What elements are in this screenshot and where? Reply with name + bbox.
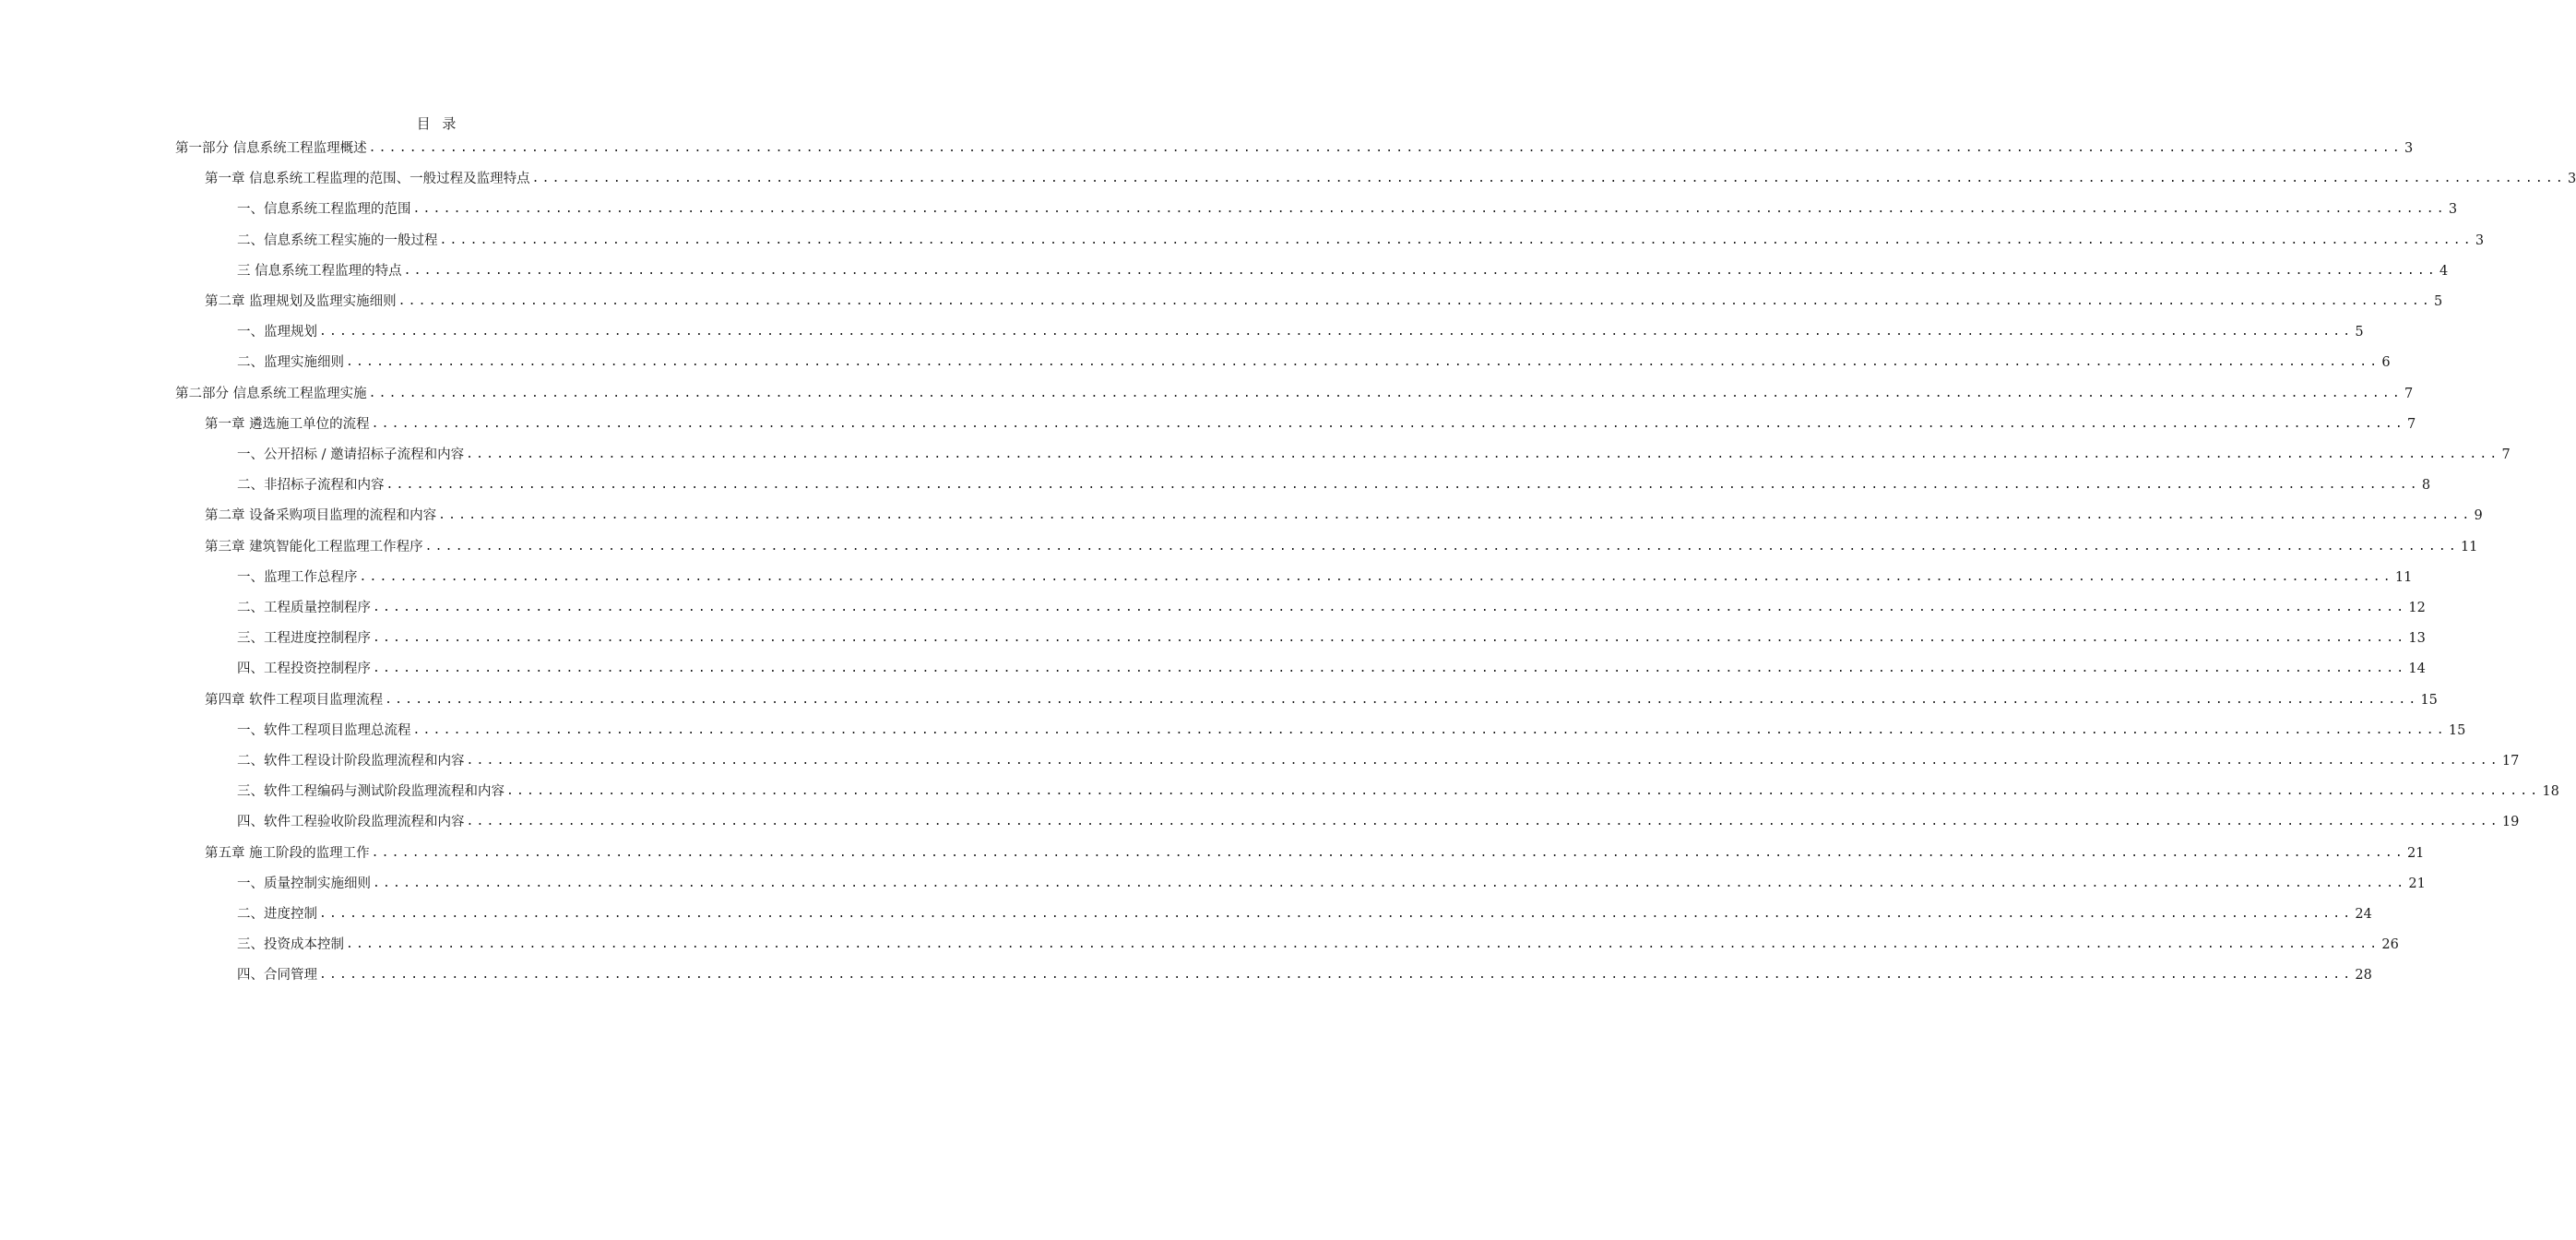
toc-leader-dots: ........................................................................................................................................................................................................ [319,325,2354,340]
toc-entry-label: 四、软件工程验收阶段监理流程和内容 [237,815,465,830]
toc-entry[interactable] [237,935,2399,955]
toc-leader-dots: ........................................................................................................................................................................................................ [531,172,2566,186]
toc-leader-dots: ........................................................................................................................................................................................................ [424,539,2459,554]
toc-entry-label: 二、监理实施细则 [237,355,344,371]
toc-entry[interactable] [237,261,2449,281]
toc-entry-label: 二、工程质量控制程序 [237,601,371,615]
toc-entry-label: 四、工程投资控制程序 [237,662,371,677]
toc-page-number: 19 [2501,815,2520,830]
toc-leader-dots: ........................................................................................................................................................................................................ [368,386,2403,400]
toc-page-number: 5 [2433,294,2443,309]
toc-entry-label: 第一章 信息系统工程监理的范围、一般过程及监理特点 [205,172,530,187]
toc-entry-label: 第五章 施工阶段的监理工作 [205,845,370,861]
toc-leader-dots: ........................................................................................................................................................................................................ [319,968,2354,983]
toc-page-number: 3 [2448,202,2458,218]
toc-leader-dots: ........................................................................................................................................................................................................ [398,294,2432,308]
toc-entry-label: 第一部分 信息系统工程监理概述 [175,141,367,156]
toc-entry-label: 第一章 遴选施工单位的流程 [205,416,370,432]
toc-entry-label: 一、信息系统工程监理的范围 [237,202,411,218]
toc-entry[interactable] [237,445,2511,465]
toc-page-number: 3 [2475,232,2485,248]
toc-page-number: 12 [2408,601,2426,615]
toc-page-number: 7 [2501,447,2511,462]
toc-page-number: 7 [2404,386,2414,401]
toc-entry-label: 第四章 软件工程项目监理流程 [205,692,384,708]
toc-leader-dots: ........................................................................................................................................................................................................ [386,478,2420,493]
toc-page-number: 9 [2474,508,2483,524]
toc-leader-dots: ........................................................................................................................................................................................................ [403,263,2438,278]
toc-page-number: 28 [2355,968,2372,984]
toc-entry-label: 三、投资成本控制 [237,937,344,953]
toc-entry[interactable] [205,414,2416,435]
toc-leader-dots: ........................................................................................................................................................................................................ [359,569,2393,584]
toc-entry[interactable] [205,506,2483,526]
toc-entry[interactable] [205,537,2478,557]
toc-entry-label: 三 信息系统工程监理的特点 [237,263,402,279]
toc-page-number: 18 [2542,784,2559,800]
toc-page-number: 3 [2567,172,2576,187]
toc-page-number: 17 [2501,754,2520,769]
toc-page-number: 7 [2406,416,2416,432]
toc-entry[interactable] [237,231,2485,251]
toc-entry[interactable] [237,874,2426,894]
toc-leader-dots: ........................................................................................................................................................................................................ [439,232,2474,247]
toc-entry-label: 第二部分 信息系统工程监理实施 [175,386,367,401]
toc-leader-dots: ........................................................................................................................................................................................................ [466,447,2500,461]
toc-leader-dots: ........................................................................................................................................................................................................ [373,876,2407,890]
toc-entry[interactable] [205,169,2576,189]
toc-entry[interactable] [237,781,2559,802]
toc-leader-dots: ........................................................................................................................................................................................................ [373,662,2407,676]
toc-page-number: 21 [2406,845,2425,861]
toc-leader-dots: ........................................................................................................................................................................................................ [438,508,2473,523]
toc-page-number: 11 [2460,539,2478,554]
toc-leader-dots: ........................................................................................................................................................................................................ [346,937,2380,952]
toc-page-number: 4 [2439,263,2449,279]
toc-entry-label: 二、软件工程设计阶段监理流程和内容 [237,754,465,769]
toc-entry[interactable] [237,659,2426,679]
toc-entry-label: 一、公开招标 / 邀请招标子流程和内容 [237,447,465,462]
toc-title: 目 录 [416,115,460,132]
toc-leader-dots: ........................................................................................................................................................................................................ [506,784,2541,799]
toc-page-number: 3 [2404,141,2414,156]
toc-entry[interactable] [237,352,2391,373]
toc-leader-dots: ........................................................................................................................................................................................................ [373,601,2407,614]
toc-leader-dots: ........................................................................................................................................................................................................ [466,754,2500,768]
toc-entry-label: 一、监理工作总程序 [237,569,358,585]
toc-entry[interactable] [175,138,2414,159]
toc-entry[interactable] [237,628,2426,649]
toc-page-number: 8 [2421,478,2431,494]
toc-leader-dots: ........................................................................................................................................................................................................ [371,416,2405,431]
toc-entry[interactable] [237,322,2364,342]
toc-leader-dots: ........................................................................................................................................................................................................ [371,845,2405,860]
toc-entry[interactable] [237,965,2372,985]
toc-leader-dots: ........................................................................................................................................................................................................ [412,202,2447,217]
toc-page-number: 24 [2355,907,2372,922]
toc-entry[interactable] [205,292,2443,312]
toc-entry-label: 第二章 监理规划及监理实施细则 [205,294,397,309]
toc-page-number: 13 [2408,631,2426,647]
toc-entry-label: 四、合同管理 [237,968,317,984]
toc-entry[interactable] [237,598,2426,618]
toc-entry-label: 第二章 设备采购项目监理的流程和内容 [205,508,437,524]
toc-page-number: 15 [2420,692,2438,708]
toc-page-number: 21 [2408,876,2426,891]
toc-page-number: 14 [2408,662,2426,677]
toc-leader-dots: ........................................................................................................................................................................................................ [373,631,2407,646]
toc-entry[interactable] [237,199,2458,220]
toc-entry-label: 一、质量控制实施细则 [237,876,371,891]
toc-entry[interactable] [205,843,2425,864]
toc-page-number: 11 [2394,569,2413,585]
toc-entry[interactable] [237,751,2520,771]
toc-entry[interactable] [237,475,2431,495]
toc-page-number: 6 [2381,355,2391,371]
toc-entry-label: 一、软件工程项目监理总流程 [237,722,411,738]
toc-entry[interactable] [237,567,2413,588]
toc-page-number: 5 [2355,325,2364,340]
toc-leader-dots: ........................................................................................................................................................................................................ [412,722,2447,737]
toc-entry-label: 三、软件工程编码与测试阶段监理流程和内容 [237,784,505,800]
toc-entry[interactable] [237,904,2372,924]
toc-leader-dots: ........................................................................................................................................................................................................ [319,907,2354,921]
toc-leader-dots: ........................................................................................................................................................................................................ [368,141,2403,155]
toc-leader-dots: ........................................................................................................................................................................................................ [466,815,2500,829]
toc-entry-label: 二、进度控制 [237,907,317,922]
toc-entry-label: 第三章 建筑智能化工程监理工作程序 [205,539,423,554]
toc-leader-dots: ........................................................................................................................................................................................................ [385,692,2419,707]
toc-entry[interactable] [237,812,2520,832]
toc-entry[interactable] [205,690,2438,710]
toc-leader-dots: ........................................................................................................................................................................................................ [346,355,2380,370]
toc-entry[interactable] [175,384,2414,404]
toc-entry-label: 二、信息系统工程实施的一般过程 [237,232,438,248]
toc-page-number: 15 [2448,722,2466,738]
toc-entry-label: 一、监理规划 [237,325,317,340]
toc-entry-label: 二、非招标子流程和内容 [237,478,385,494]
toc-entry[interactable] [237,721,2466,741]
toc-entry-label: 三、工程进度控制程序 [237,631,371,647]
toc-page-number: 26 [2381,937,2399,953]
